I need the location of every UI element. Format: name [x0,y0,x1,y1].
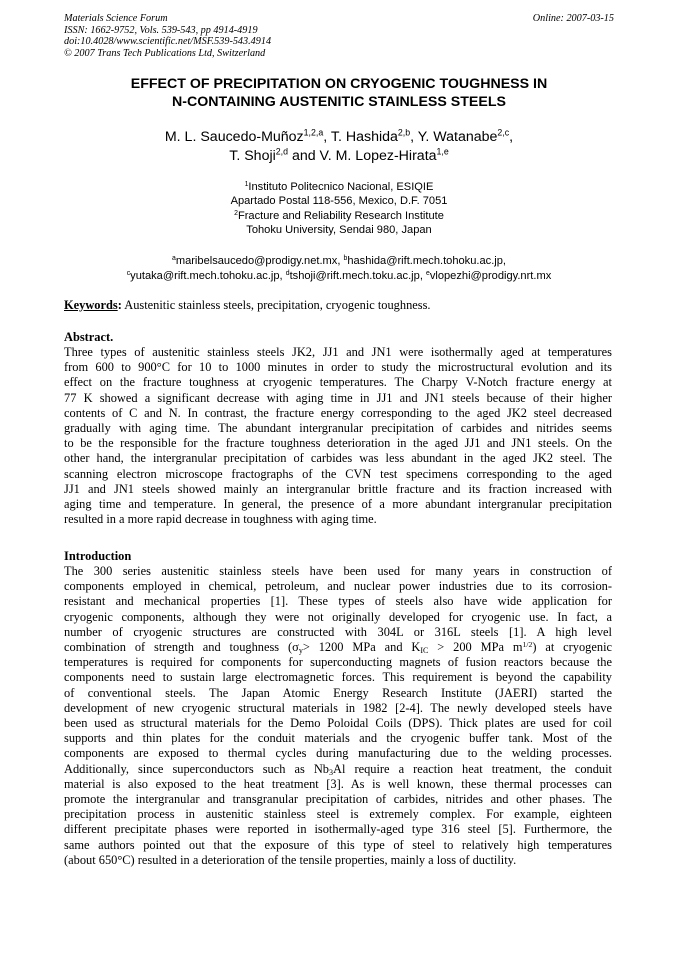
text-line: 77 K showed a significant decrease with aging time in JJ1 and JN1 steels because of their higher [64,390,612,405]
author-affil-mark: 2,d [275,146,288,157]
text-line: temperatures is required for components for superconducting magnets of fusion reactors because the [64,655,612,670]
superscript: 1/2 [522,639,533,649]
text-line: aging time and temperature. In general, the presence of a more abundant intergranular precipitation [64,497,612,512]
email-link[interactable]: maribelsaucedo@prodigy.net.mx, [175,255,344,267]
text-run: ) at cryogenic [532,640,613,655]
text-line [64,640,612,655]
doi-line: doi:10.4028/www.scientific.net/MSF.539-543.4914 [64,36,272,48]
journal-name: Materials Science Forum [64,13,168,24]
issn-line: ISSN: 1662-9752, Vols. 539-543, pp 4914-4919 [64,24,258,36]
text-run: Al require a reaction heat treatment, the conduit [333,761,612,776]
text-line: Three types of austenitic stainless steels JK2, JJ1 and JN1 were isothermally aged at temperatures [64,345,612,359]
affiliation-line: Apartado Postal 118-556, Mexico, D.F. 7051 [230,195,448,208]
text-line [64,762,612,777]
subscript: IC [420,646,429,656]
text-line: components employed in chemical, petroleum, and nuclear power industries due to its corrosion- [64,579,612,594]
text-line: other hand, the intergranular precipitation of carbides was less abundant in the aged JK2 steel. The [64,451,612,466]
email-mark: c [126,269,131,277]
email-list [64,254,614,283]
text-line: components need to sustain large electromagnetic forces. This requirement is beyond the capability [64,670,612,685]
affiliation-line [64,180,614,194]
text-line: JJ1 and JN1 steels showed mainly an intergranular brittle fracture and its fraction increased with [64,481,612,496]
text-line: number of cryogenic structures are constructed with 304L or 316L steels [1]. A high level [64,624,612,639]
keywords-colon: : [117,298,122,312]
email-link[interactable]: vlopezhi@prodigy.nrt.mx [429,269,552,282]
text-run: combination of strength and toughness (σ [64,640,299,655]
text-line: gradually with aging time. The abundant intergranular precipitation of carbides and nitrides seems [64,421,612,436]
abstract-section [64,330,612,527]
text-line: (about 650°C) resulted in a deterioration of the tensile properties, mainly a loss of ductility. [64,852,517,867]
author-affil-mark: 2,c [497,127,510,138]
email-mark: d [285,269,290,277]
text-line: resulted in a more rapid decrease in toughness with aging time. [64,512,377,527]
email-line-1 [64,254,614,269]
text-line: of conventional steels. The Japan Atomic Energy Research Institute (JAERI) started the [64,685,612,700]
text-run: Additionally, since superconductors such as Nb [64,761,329,776]
text-line: resistant and mechanical properties [1]. These types of steels also have wide application for [64,594,612,609]
online-date: Online: 2007-03-15 [532,13,614,24]
text-line: been used as structural materials for the Demo Poloidal Coils (DPS). Thick plates are used for coil [64,716,612,731]
keywords-label: Keywords [64,298,118,312]
affiliations [64,180,614,237]
title-line-2: N-CONTAINING AUSTENITIC STAINLESS STEELS [172,94,506,110]
author-name: , Y. Watanabe [410,129,498,145]
text-line: from 600 to 900°C for 10 to 1000 minutes in order to study the microstructural evolution and its [64,360,612,375]
author-name: T. Shoji [229,147,276,164]
author-affil-mark: 1,2,a [303,127,324,138]
email-line-2 [64,269,614,284]
abstract-heading: Abstract. [64,330,114,344]
text-line: to be the responsible for the fracture toughness deterioration in the aged JJ1 and JN1 steels. On the [64,436,612,451]
affiliation-text: Instituto Politecnico Nacional, ESIQIE [248,181,434,193]
affil-mark: 1 [244,180,249,188]
copyright-line: © 2007 Trans Tech Publications Ltd, Switzerland [64,47,266,59]
author-list [64,128,614,165]
running-header-left [64,13,271,59]
keywords [64,298,614,313]
affiliation-text: Fracture and Reliability Research Institute [237,209,444,222]
affiliation-line: Tohoku University, Sendai 980, Japan [246,223,432,236]
author-name: , T. Hashida [323,129,398,145]
affiliation-line [64,209,614,223]
text-line: same authors pointed out that the exposure of this type of steel to relatively high temperatures [64,837,612,852]
author-affil-mark: 1,e [436,146,449,157]
subscript: y [298,646,303,656]
email-mark: b [343,254,348,262]
author-name: and V. M. Lopez-Hirata [288,147,437,164]
email-mark: e [426,269,430,277]
introduction-section [64,549,612,868]
subscript: 3 [328,767,334,777]
author-affil-mark: 2,b [397,127,411,138]
text-line: supports and thin plates for the conduit materials and the cryogenic buffer tank. Most of the [64,731,612,746]
text-line: components are exposed to thermal cycles during manufacturing due to the welding processes. [64,746,612,761]
email-link[interactable]: yutaka@rift.mech.tohoku.ac.jp, [130,269,286,282]
text-line: development of new cryogenic structural materials in 1982 [2-4]. The newly developed steels have [64,700,612,715]
text-line: cryogenic components, although they were not originally developed for cryogenic use. In fact, a [64,609,612,624]
email-link[interactable]: hashida@rift.mech.tohoku.ac.jp, [347,255,506,267]
author-line-1 [64,128,614,147]
author-separator: , [509,129,514,145]
text-line: material is also exposed to the heat treatment [3]. As is well known, these thermal processes can [64,776,612,791]
text-run: > 1200 MPa and K [302,640,421,655]
text-run: > 200 MPa m [428,640,523,655]
email-mark: a [172,254,176,262]
text-line: promote the intergranular and transgranular precipitation of carbides, nitrides and other phases. The [64,792,612,807]
text-line: precipitation process in austenitic stainless steel is extremely complex. For example, eighteen [64,807,612,822]
keywords-text: Austenitic stainless steels, precipitation, cryogenic toughness. [121,298,431,312]
author-name: M. L. Saucedo-Muñoz [164,129,304,145]
text-line: effect on the fracture toughness at cryogenic temperatures. The Charpy V-Notch fracture energy at [64,375,612,390]
introduction-heading: Introduction [64,549,132,563]
introduction-text [64,564,612,868]
author-line-2 [64,147,614,166]
paper-title [64,75,614,111]
text-line: contents of C and N. In contrast, the fracture energy corresponding to the aged JK2 steel decreased [64,405,612,420]
affil-mark: 2 [234,209,238,217]
email-link[interactable]: tshoji@rift.mech.toku.ac.jp, [289,269,426,282]
title-line-1: EFFECT OF PRECIPITATION ON CRYOGENIC TOUGHNESS IN [130,76,548,92]
text-line: different precipitate phases were reported in isothermally-aged type 316 steel [5]. Furthermore, the [64,822,612,837]
text-line: scanning electron microscope fractographs of the CVN test specimens corresponding to the aged [64,466,612,481]
text-line: The 300 series austenitic stainless steels have been used for many years in construction of [64,564,612,578]
abstract-text [64,345,612,527]
